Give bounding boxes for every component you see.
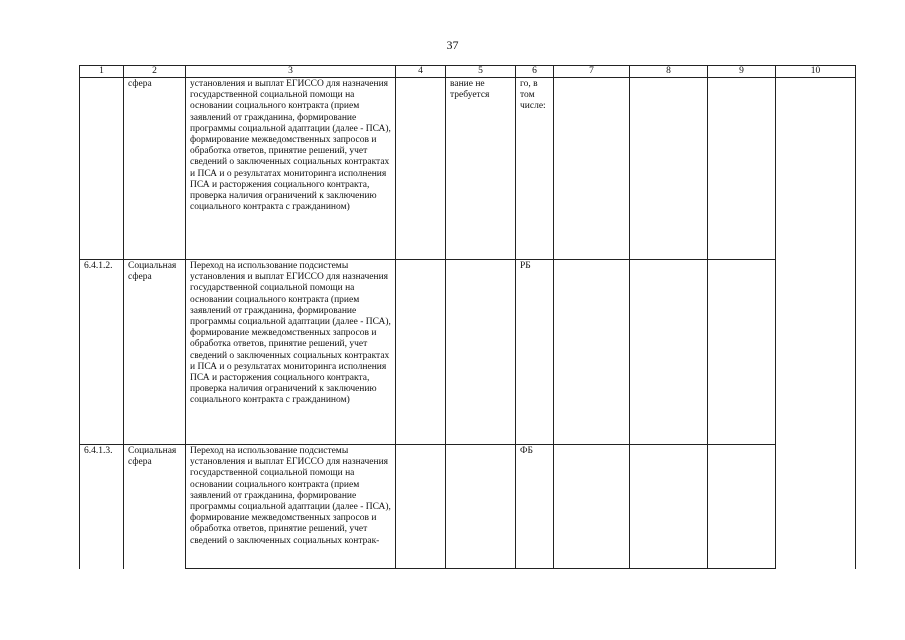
row-col9: [708, 78, 776, 260]
row-area: Социальная сфера: [124, 445, 186, 569]
table-row: [80, 78, 856, 260]
table-header-row: [80, 66, 856, 78]
header-col-6: 6: [516, 66, 554, 78]
table-row: [80, 445, 856, 569]
row-area: Социальная сфера: [124, 260, 186, 445]
row-col7: [554, 78, 630, 260]
header-col-3: 3: [186, 66, 396, 78]
row-col5: [446, 445, 516, 569]
row-number: [80, 78, 124, 260]
row-col7: [554, 260, 630, 445]
row-col6: РБ: [516, 260, 554, 445]
row-col4: [396, 445, 446, 569]
header-col-5: 5: [446, 66, 516, 78]
header-col-1: 1: [80, 66, 124, 78]
row-description: Переход на использование подсистемы установления и выплат ЕГИССО для назначения государственной социальной помощи на основании социального контракта (прием заявлений от гражданина, формирование программы социальной адаптации (далее - ПСА), формирование межведомственных запросов и обработка ответов, принятие решений, учет сведений о заключенных социальных контрактах и ПСА и о результатах мониторинга исполнения ПСА и расторжения социального контракта, проверка наличия ограничений к заключению социального контракта с гражданином): [186, 260, 396, 445]
row-col8: [630, 260, 708, 445]
header-col-4: 4: [396, 66, 446, 78]
row-col8: [630, 78, 708, 260]
table-row: [80, 260, 856, 445]
row-col9: [708, 445, 776, 569]
row-col8: [630, 445, 708, 569]
row-col10-merged: [776, 78, 856, 569]
row-col4: [396, 78, 446, 260]
row-number: 6.4.1.2.: [80, 260, 124, 445]
row-col7: [554, 445, 630, 569]
page-number: 37: [446, 38, 459, 52]
row-col5: вание не требуется: [446, 78, 516, 260]
row-area: сфера: [124, 78, 186, 260]
row-description: установления и выплат ЕГИССО для назначения государственной социальной помощи на основании социального контракта (прием заявлений от гражданина, формирование программы социальной адаптации (далее - ПСА), формирование межведомственных запросов и обработка ответов, принятие решений, учет сведений о заключенных социальных контрактах и ПСА и о результатах мониторинга исполнения ПСА и расторжения социального контракта, проверка наличия ограничений к заключению социального контракта с гражданином): [186, 78, 396, 260]
row-description: Переход на использование подсистемы установления и выплат ЕГИССО для назначения государственной социальной помощи на основании социального контракта (прием заявлений от гражданина, формирование программы социальной адаптации (далее - ПСА), формирование межведомственных запросов и обработка ответов, принятие решений, учет сведений о заключенных социальных контрак-: [186, 445, 396, 569]
header-col-8: 8: [630, 66, 708, 78]
row-col4: [396, 260, 446, 445]
header-col-7: 7: [554, 66, 630, 78]
row-col6: го, в том числе:: [516, 78, 554, 260]
row-number: 6.4.1.3.: [80, 445, 124, 569]
header-col-10: 10: [776, 66, 856, 78]
header-col-2: 2: [124, 66, 186, 78]
row-col6: ФБ: [516, 445, 554, 569]
row-col5: [446, 260, 516, 445]
row-col9: [708, 260, 776, 445]
header-col-9: 9: [708, 66, 776, 78]
measures-table: [79, 65, 856, 569]
